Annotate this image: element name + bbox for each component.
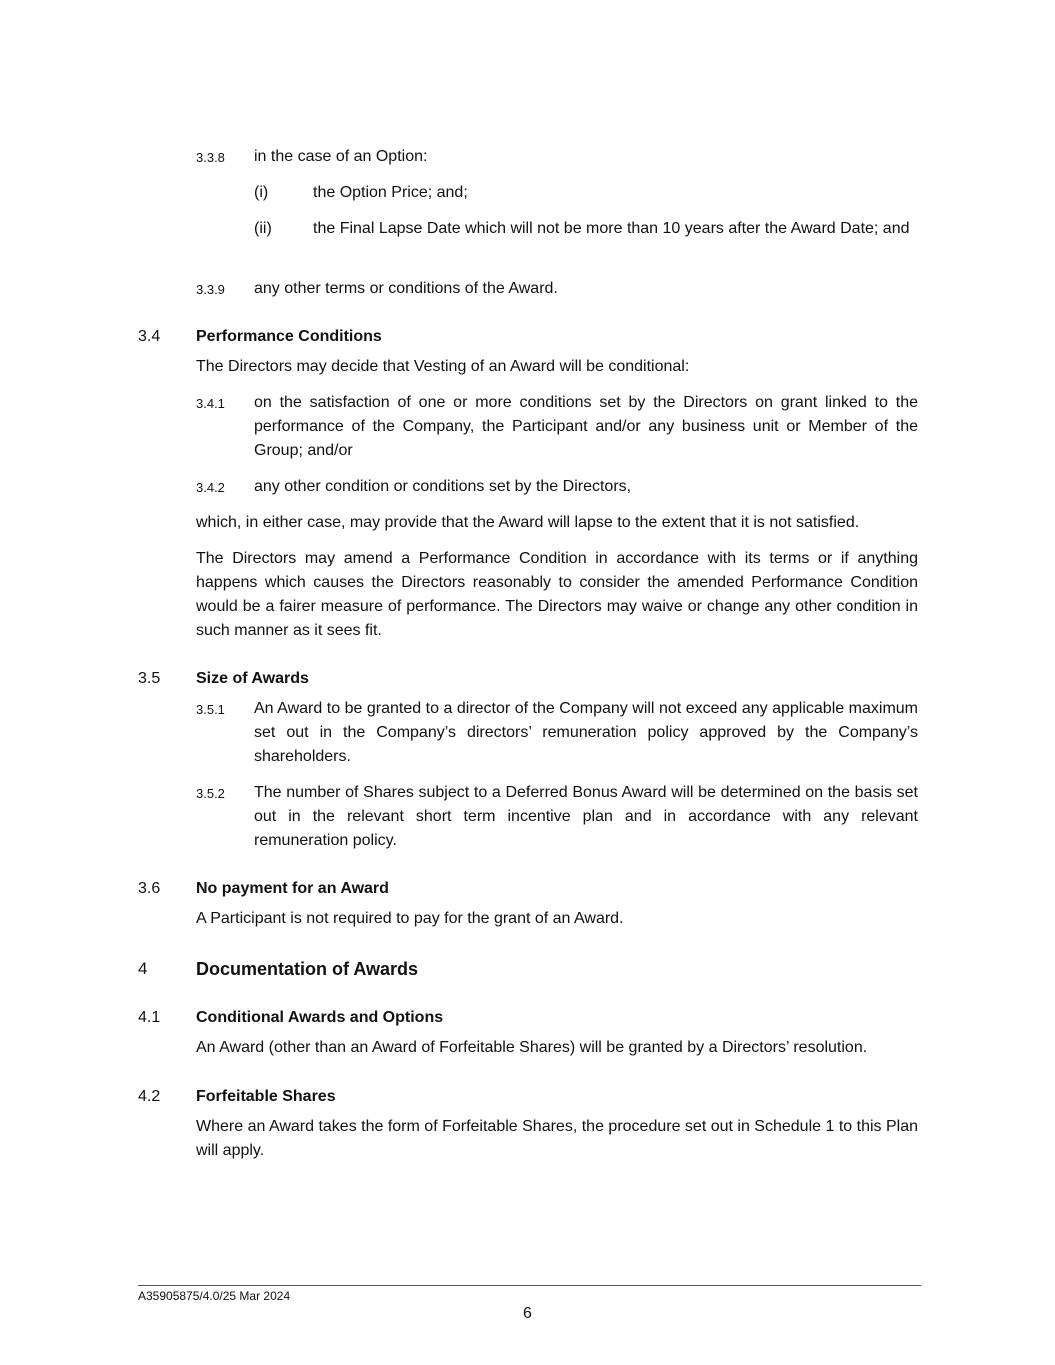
clause-text: An Award to be granted to a director of the Company will not exceed any applicable maximum set out in the Company’s directors’ remuneration policy approved by the Company’s shareholders. — [254, 700, 918, 765]
section-heading: Performance Conditions — [196, 328, 382, 345]
clause-number: (i) — [254, 184, 269, 201]
footer-reference: A35905875/4.0/25 Mar 2024 — [138, 1289, 291, 1303]
section-heading: Conditional Awards and Options — [196, 1009, 444, 1026]
section-number: 3.5 — [138, 670, 161, 687]
clause-number: 3.4.2 — [196, 480, 225, 495]
clause-number: 3.5.1 — [196, 702, 225, 717]
paragraph: An Award (other than an Award of Forfeitable Shares) will be granted by a Directors’ resolution. — [196, 1039, 868, 1056]
footer-divider — [138, 1285, 921, 1286]
section-number: 4 — [138, 959, 148, 978]
clause-text: any other terms or conditions of the Award. — [254, 280, 558, 297]
section-number: 4.1 — [138, 1009, 161, 1026]
section-heading: Forfeitable Shares — [196, 1088, 336, 1105]
clause-text: the Option Price; and; — [313, 184, 468, 201]
paragraph: Where an Award takes the form of Forfeitable Shares, the procedure set out in Schedule 1 to this Plan will apply. — [196, 1118, 918, 1159]
clause-text: the Final Lapse Date which will not be more than 10 years after the Award Date; and — [313, 220, 910, 237]
paragraph: The Directors may decide that Vesting of an Award will be conditional: — [196, 358, 690, 375]
clause-text: in the case of an Option: — [254, 148, 428, 165]
section-number: 4.2 — [138, 1088, 161, 1105]
clause-number: 3.5.2 — [196, 786, 225, 801]
clause-text: on the satisfaction of one or more conditions set by the Directors on grant linked to the performance of the Company, the Participant and/or any business unit or Member of the Group; and/or — [254, 394, 918, 459]
paragraph: A Participant is not required to pay for the grant of an Award. — [196, 910, 624, 927]
clause-number: 3.4.1 — [196, 396, 225, 411]
page-number: 6 — [523, 1305, 532, 1322]
section-heading: Size of Awards — [196, 670, 309, 687]
clause-number: 3.3.8 — [196, 150, 225, 165]
clause-number: 3.3.9 — [196, 282, 225, 297]
section-heading: Documentation of Awards — [196, 959, 419, 979]
section-number: 3.4 — [138, 328, 161, 345]
section-heading: No payment for an Award — [196, 880, 389, 897]
section-number: 3.6 — [138, 880, 161, 897]
paragraph: which, in either case, may provide that the Award will lapse to the extent that it is not satisfied. — [196, 514, 860, 531]
paragraph: The Directors may amend a Performance Condition in accordance with its terms or if anything happens which causes the Directors reasonably to consider the amended Performance Condition would be a fairer measure of performance. The Directors may waive or change any other condition in such manner as it sees fit. — [196, 550, 918, 639]
clause-text: The number of Shares subject to a Deferred Bonus Award will be determined on the basis set out in the relevant short term incentive plan and in accordance with any relevant remuneration policy. — [254, 784, 918, 849]
clause-text: any other condition or conditions set by the Directors, — [254, 478, 632, 495]
clause-number: (ii) — [254, 220, 272, 237]
